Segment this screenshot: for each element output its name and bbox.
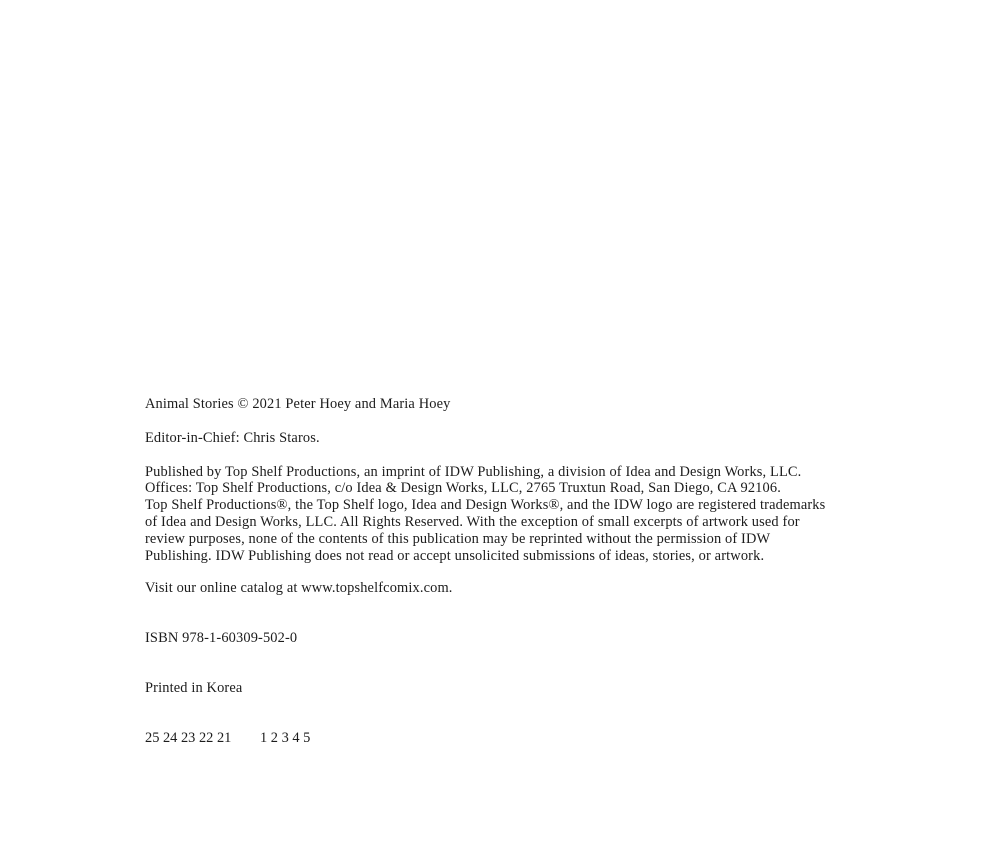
- publisher-information: [145, 464, 845, 565]
- printed-in-line: Printed in Korea: [145, 679, 243, 696]
- publisher-line: Publishing. IDW Publishing does not read or accept unsolicited submissions of ideas, stories, or artwork.: [145, 547, 765, 564]
- printing-years: 25 24 23 22 21: [145, 729, 232, 746]
- isbn-line: ISBN 978-1-60309-502-0: [145, 630, 298, 647]
- printing-number-line: [145, 730, 845, 747]
- copyright-notice: Animal Stories © 2021 Peter Hoey and Maria Hoey: [145, 396, 451, 412]
- publisher-line: review purposes, none of the contents of this publication may be reprinted without the permission of IDW: [145, 530, 771, 547]
- publisher-line: Offices: Top Shelf Productions, c/o Idea & Design Works, LLC, 2765 Truxtun Road, San Diego, CA 92106.: [145, 480, 781, 497]
- printing-numbers: 1 2 3 4 5: [260, 729, 311, 746]
- publisher-line: Top Shelf Productions®, the Top Shelf logo, Idea and Design Works®, and the IDW logo are registered trademarks: [145, 497, 826, 514]
- publisher-line: Published by Top Shelf Productions, an imprint of IDW Publishing, a division of Idea and Design Works, LLC.: [145, 463, 802, 480]
- online-catalog-line: Visit our online catalog at www.topshelfcomix.com.: [145, 580, 453, 597]
- publisher-line: of Idea and Design Works, LLC. All Rights Reserved. With the exception of small excerpts of artwork used for: [145, 513, 800, 530]
- editor-in-chief-line: Editor-in-Chief: Chris Staros.: [145, 429, 320, 446]
- colophon-block: [145, 396, 845, 747]
